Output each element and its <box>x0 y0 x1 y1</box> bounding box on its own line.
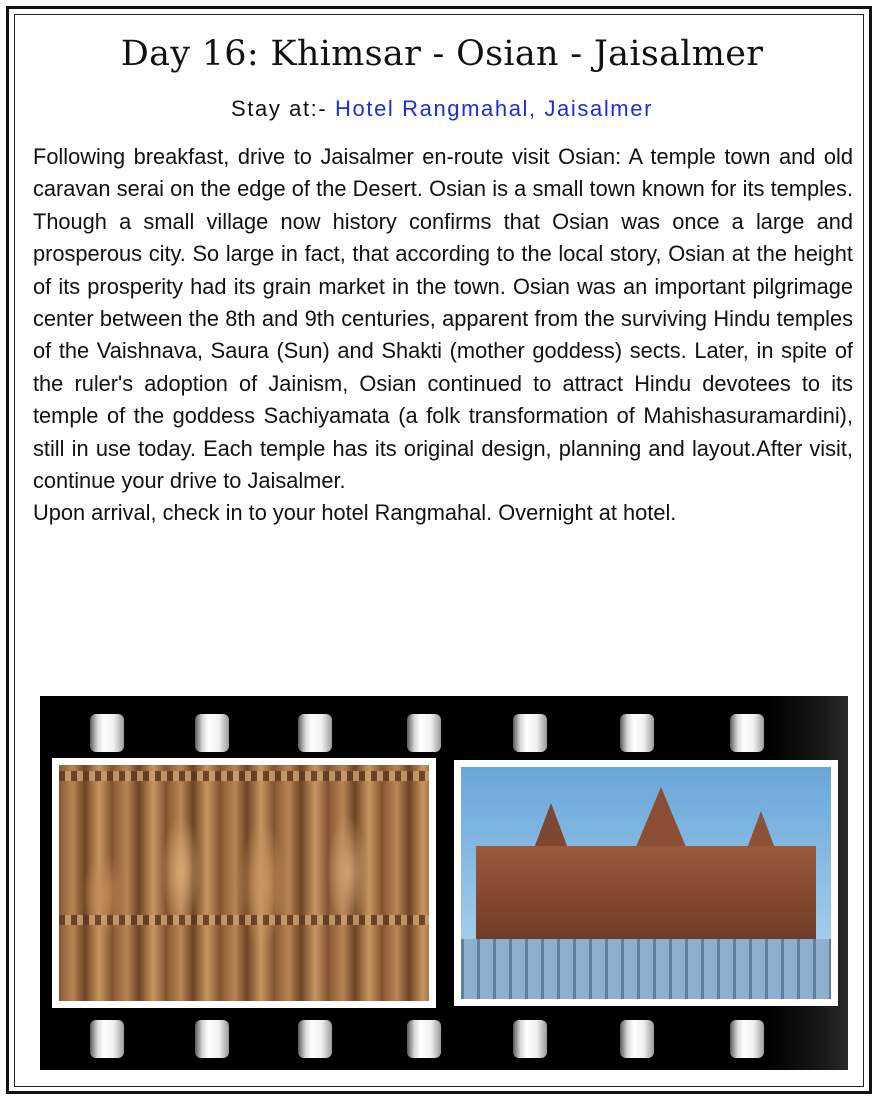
temple-ground <box>461 939 831 999</box>
page-title: Day 16: Khimsar - Osian - Jaisalmer <box>120 34 764 74</box>
film-hole-icon <box>513 1020 547 1058</box>
jaisalmer-temple-image <box>461 767 831 999</box>
itinerary-description <box>33 141 853 530</box>
carving-band <box>59 771 429 781</box>
jaisalmer-temple-photo <box>454 760 838 1006</box>
film-hole-icon <box>195 714 229 752</box>
temple-carving-image <box>59 765 429 1001</box>
temple-carving-photo <box>52 758 436 1008</box>
arrival-paragraph: Upon arrival, check in to your hotel Rangmahal. Overnight at hotel. <box>33 500 677 526</box>
temple-building <box>476 846 816 943</box>
stay-line <box>0 96 884 122</box>
main-paragraph: Following breakfast, drive to Jaisalmer en-route visit Osian: A temple town and old caravan serai on the edge of the Desert. Osian is a small town known for its temples. Though a small village now history confirms that Osian was once a large and prosperous city. So large in fact, that according to the local story, Osian at the height of its prosperity had its grain market in the town. Osian was an important pilgrimage center between the 8th and 9th centuries, apparent from the surviving Hindu temples of the Vaishnava, Saura (Sun) and Shakti (mother goddess) sects. Later, in spite of the ruler's adoption of Jainism, Osian continued to attract Hindu devotees to its temple of the goddess Sachiyamata (a folk transformation of Mahishasuramardini), still in use today. Each temple has its original design, planning and layout.After visit, continue your drive to Jaisalmer. <box>33 144 853 494</box>
film-hole-icon <box>195 1020 229 1058</box>
film-hole-icon <box>407 1020 441 1058</box>
film-hole-icon <box>90 714 124 752</box>
film-hole-icon <box>298 714 332 752</box>
film-hole-icon <box>513 714 547 752</box>
film-hole-icon <box>620 1020 654 1058</box>
film-hole-icon <box>407 714 441 752</box>
film-hole-icon <box>620 714 654 752</box>
film-hole-icon <box>730 1020 764 1058</box>
film-strip <box>40 696 848 1070</box>
stay-prefix: Stay at:- <box>231 96 336 121</box>
film-hole-icon <box>90 1020 124 1058</box>
film-hole-icon <box>730 714 764 752</box>
hotel-name: Hotel Rangmahal, Jaisalmer <box>335 96 653 121</box>
carving-band <box>59 915 429 925</box>
film-hole-icon <box>298 1020 332 1058</box>
